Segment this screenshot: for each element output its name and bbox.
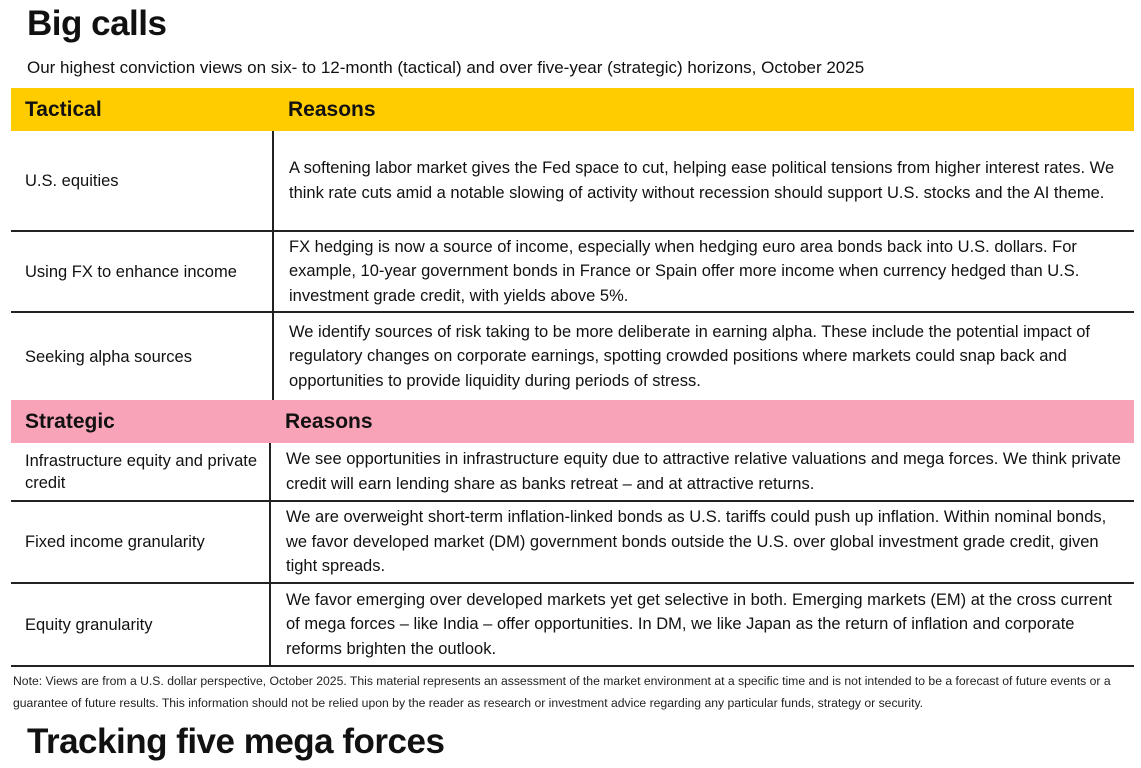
row-reason: We see opportunities in infrastructure equity due to attractive relative valuations and mega forces. We think private credit will earn lending share as banks retreat – and at attractive returns.: [269, 443, 1134, 500]
strategic-header-row: [11, 400, 1134, 443]
row-reason: We are overweight short-term inflation-linked bonds as U.S. tariffs could push up inflation. Within nominal bonds, we favor developed market (DM) government bonds outside the U.S. over global investment grade credit, given tight spreads.: [269, 502, 1134, 582]
tactical-header-row: [11, 88, 1134, 131]
table-row: [11, 232, 1134, 313]
tactical-table: [11, 88, 1134, 400]
next-section-title: Tracking five mega forces: [27, 722, 445, 761]
row-label: Equity granularity: [25, 615, 153, 634]
row-label: U.S. equities: [25, 171, 119, 190]
row-reason: FX hedging is now a source of income, especially when hedging euro area bonds back into U.S. dollars. For example, 10-year government bonds in France or Spain offer more income when currency hedged than U.S. investment grade credit, with yields above 5%.: [272, 232, 1134, 311]
strategic-reasons-heading: Reasons: [285, 409, 373, 433]
table-row: [11, 313, 1134, 400]
row-label: Fixed income granularity: [25, 533, 205, 551]
tactical-heading: Tactical: [25, 97, 102, 121]
row-label: Seeking alpha sources: [25, 347, 192, 366]
page-subtitle: Our highest conviction views on six- to 12-month (tactical) and over five-year (strategic) horizons, October 2025: [27, 58, 865, 77]
tactical-reasons-heading: Reasons: [288, 97, 376, 121]
strategic-table: [11, 400, 1134, 667]
table-row: [11, 443, 1134, 502]
row-reason: We identify sources of risk taking to be more deliberate in earning alpha. These include the potential impact of regulatory changes on corporate earnings, spotting crowded positions where markets could snap back and opportunities to provide liquidity during periods of stress.: [272, 313, 1134, 400]
footnote: Note: Views are from a U.S. dollar perspective, October 2025. This material represents an assessment of the market environment at a specific time and is not intended to be a forecast of future events or a guarantee of future results. This information should not be relied upon by the reader as research or investment advice regarding any particular funds, strategy or security.: [13, 674, 1111, 710]
table-row: [11, 131, 1134, 232]
row-reason: A softening labor market gives the Fed space to cut, helping ease political tensions from higher interest rates. We think rate cuts amid a notable slowing of activity without recession should support U.S. stocks and the AI theme.: [272, 131, 1134, 230]
table-row: [11, 502, 1134, 584]
row-label: Infrastructure equity and private credit: [25, 451, 258, 492]
strategic-heading: Strategic: [25, 409, 115, 433]
row-label: Using FX to enhance income: [25, 262, 237, 281]
page-title: Big calls: [27, 4, 167, 43]
row-reason: We favor emerging over developed markets yet get selective in both. Emerging markets (EM) at the cross current of mega forces – like India – offer opportunities. In DM, we like Japan as the return of inflation and corporate reforms brighten the outlook.: [269, 584, 1134, 665]
table-row: [11, 584, 1134, 667]
